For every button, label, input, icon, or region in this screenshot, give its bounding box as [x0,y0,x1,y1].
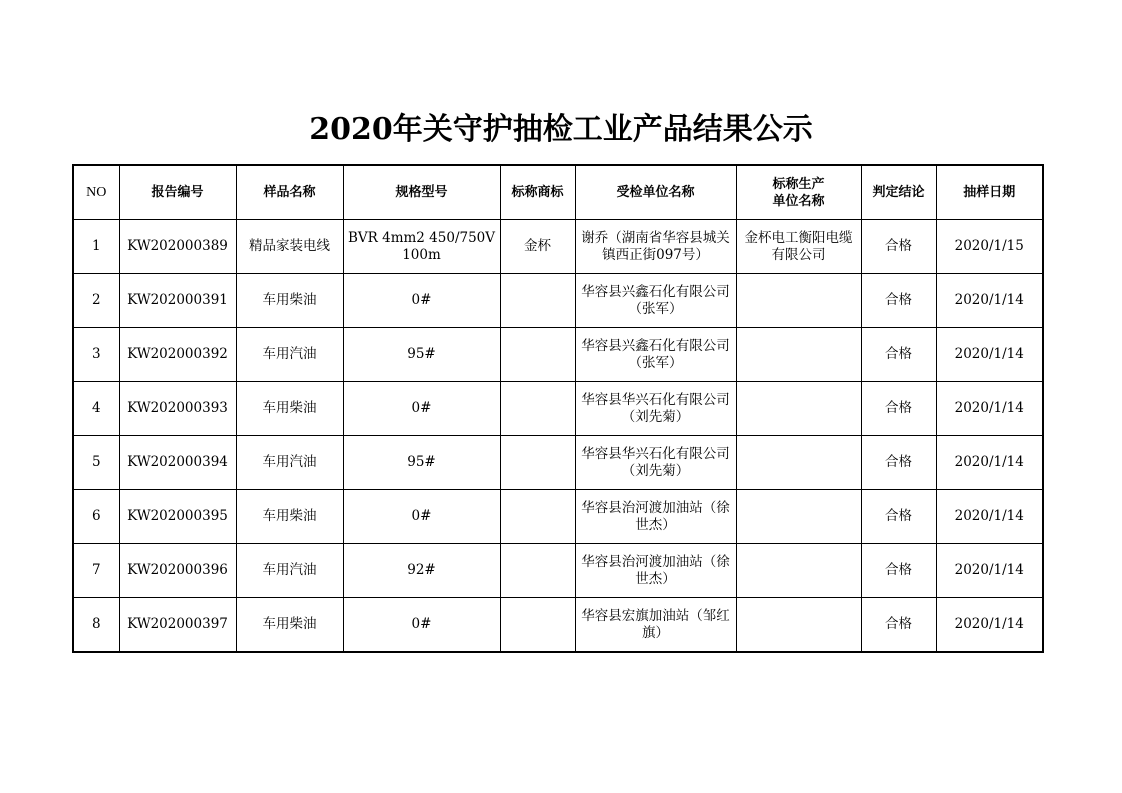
cell-no: 1 [73,220,119,274]
header-no: NO [73,165,119,220]
cell-brand: 金杯 [500,220,575,274]
cell-spec-model: 0# [343,382,500,436]
cell-no: 2 [73,274,119,328]
cell-no: 3 [73,328,119,382]
table-row [73,544,1043,598]
cell-spec-model: 0# [343,274,500,328]
cell-inspected-unit: 华容县华兴石化有限公司（刘先菊） [575,436,736,490]
cell-inspected-unit: 谢乔（湖南省华容县城关镇西正街097号） [575,220,736,274]
table-row [73,328,1043,382]
cell-producer [736,382,861,436]
cell-inspected-unit: 华容县治河渡加油站（徐世杰） [575,544,736,598]
cell-brand [500,544,575,598]
cell-inspected-unit: 华容县华兴石化有限公司（刘先菊） [575,382,736,436]
cell-producer [736,598,861,653]
cell-report-number: KW202000389 [119,220,236,274]
cell-brand [500,274,575,328]
cell-brand [500,598,575,653]
table-row [73,436,1043,490]
table-row [73,274,1043,328]
header-spec-model: 规格型号 [343,165,500,220]
cell-producer [736,436,861,490]
cell-result: 合格 [861,382,936,436]
header-brand: 标称商标 [500,165,575,220]
cell-result: 合格 [861,274,936,328]
cell-sample-name: 精品家装电线 [236,220,343,274]
header-sample-name: 样品名称 [236,165,343,220]
header-producer: 标称生产 单位名称 [736,165,861,220]
cell-inspected-unit: 华容县兴鑫石化有限公司（张军） [575,274,736,328]
cell-sample-name: 车用汽油 [236,544,343,598]
cell-sampling-date: 2020/1/14 [936,490,1043,544]
table-row [73,490,1043,544]
cell-producer [736,490,861,544]
cell-producer [736,544,861,598]
cell-sampling-date: 2020/1/15 [936,220,1043,274]
cell-report-number: KW202000395 [119,490,236,544]
cell-result: 合格 [861,490,936,544]
cell-report-number: KW202000393 [119,382,236,436]
cell-no: 7 [73,544,119,598]
results-table [72,164,1044,653]
cell-report-number: KW202000396 [119,544,236,598]
cell-sampling-date: 2020/1/14 [936,544,1043,598]
cell-result: 合格 [861,436,936,490]
header-inspected-unit: 受检单位名称 [575,165,736,220]
cell-no: 4 [73,382,119,436]
cell-spec-model: BVR 4mm2 450/750V 100m [343,220,500,274]
cell-result: 合格 [861,220,936,274]
table-row [73,382,1043,436]
cell-brand [500,436,575,490]
cell-inspected-unit: 华容县治河渡加油站（徐世杰） [575,490,736,544]
cell-sample-name: 车用汽油 [236,436,343,490]
cell-sample-name: 车用汽油 [236,328,343,382]
table-header-row [73,165,1043,220]
cell-sample-name: 车用柴油 [236,382,343,436]
cell-result: 合格 [861,328,936,382]
cell-sampling-date: 2020/1/14 [936,274,1043,328]
cell-inspected-unit: 华容县兴鑫石化有限公司（张军） [575,328,736,382]
cell-sampling-date: 2020/1/14 [936,598,1043,653]
table-row [73,598,1043,653]
cell-producer [736,328,861,382]
cell-no: 5 [73,436,119,490]
cell-spec-model: 95# [343,436,500,490]
cell-sampling-date: 2020/1/14 [936,328,1043,382]
cell-result: 合格 [861,598,936,653]
cell-brand [500,328,575,382]
cell-spec-model: 95# [343,328,500,382]
cell-spec-model: 0# [343,598,500,653]
cell-producer [736,274,861,328]
cell-inspected-unit: 华容县宏旗加油站（邹红旗） [575,598,736,653]
cell-brand [500,490,575,544]
cell-no: 8 [73,598,119,653]
cell-spec-model: 92# [343,544,500,598]
cell-spec-model: 0# [343,490,500,544]
cell-sampling-date: 2020/1/14 [936,382,1043,436]
cell-sample-name: 车用柴油 [236,490,343,544]
header-result: 判定结论 [861,165,936,220]
cell-sample-name: 车用柴油 [236,598,343,653]
cell-brand [500,382,575,436]
cell-report-number: KW202000397 [119,598,236,653]
cell-result: 合格 [861,544,936,598]
cell-no: 6 [73,490,119,544]
cell-report-number: KW202000392 [119,328,236,382]
cell-sampling-date: 2020/1/14 [936,436,1043,490]
header-sampling-date: 抽样日期 [936,165,1043,220]
header-report-number: 报告编号 [119,165,236,220]
cell-report-number: KW202000394 [119,436,236,490]
cell-sample-name: 车用柴油 [236,274,343,328]
table-row [73,220,1043,274]
cell-producer: 金杯电工衡阳电缆有限公司 [736,220,861,274]
page-title: 2020年关守护抽检工业产品结果公示 [309,112,813,147]
cell-report-number: KW202000391 [119,274,236,328]
